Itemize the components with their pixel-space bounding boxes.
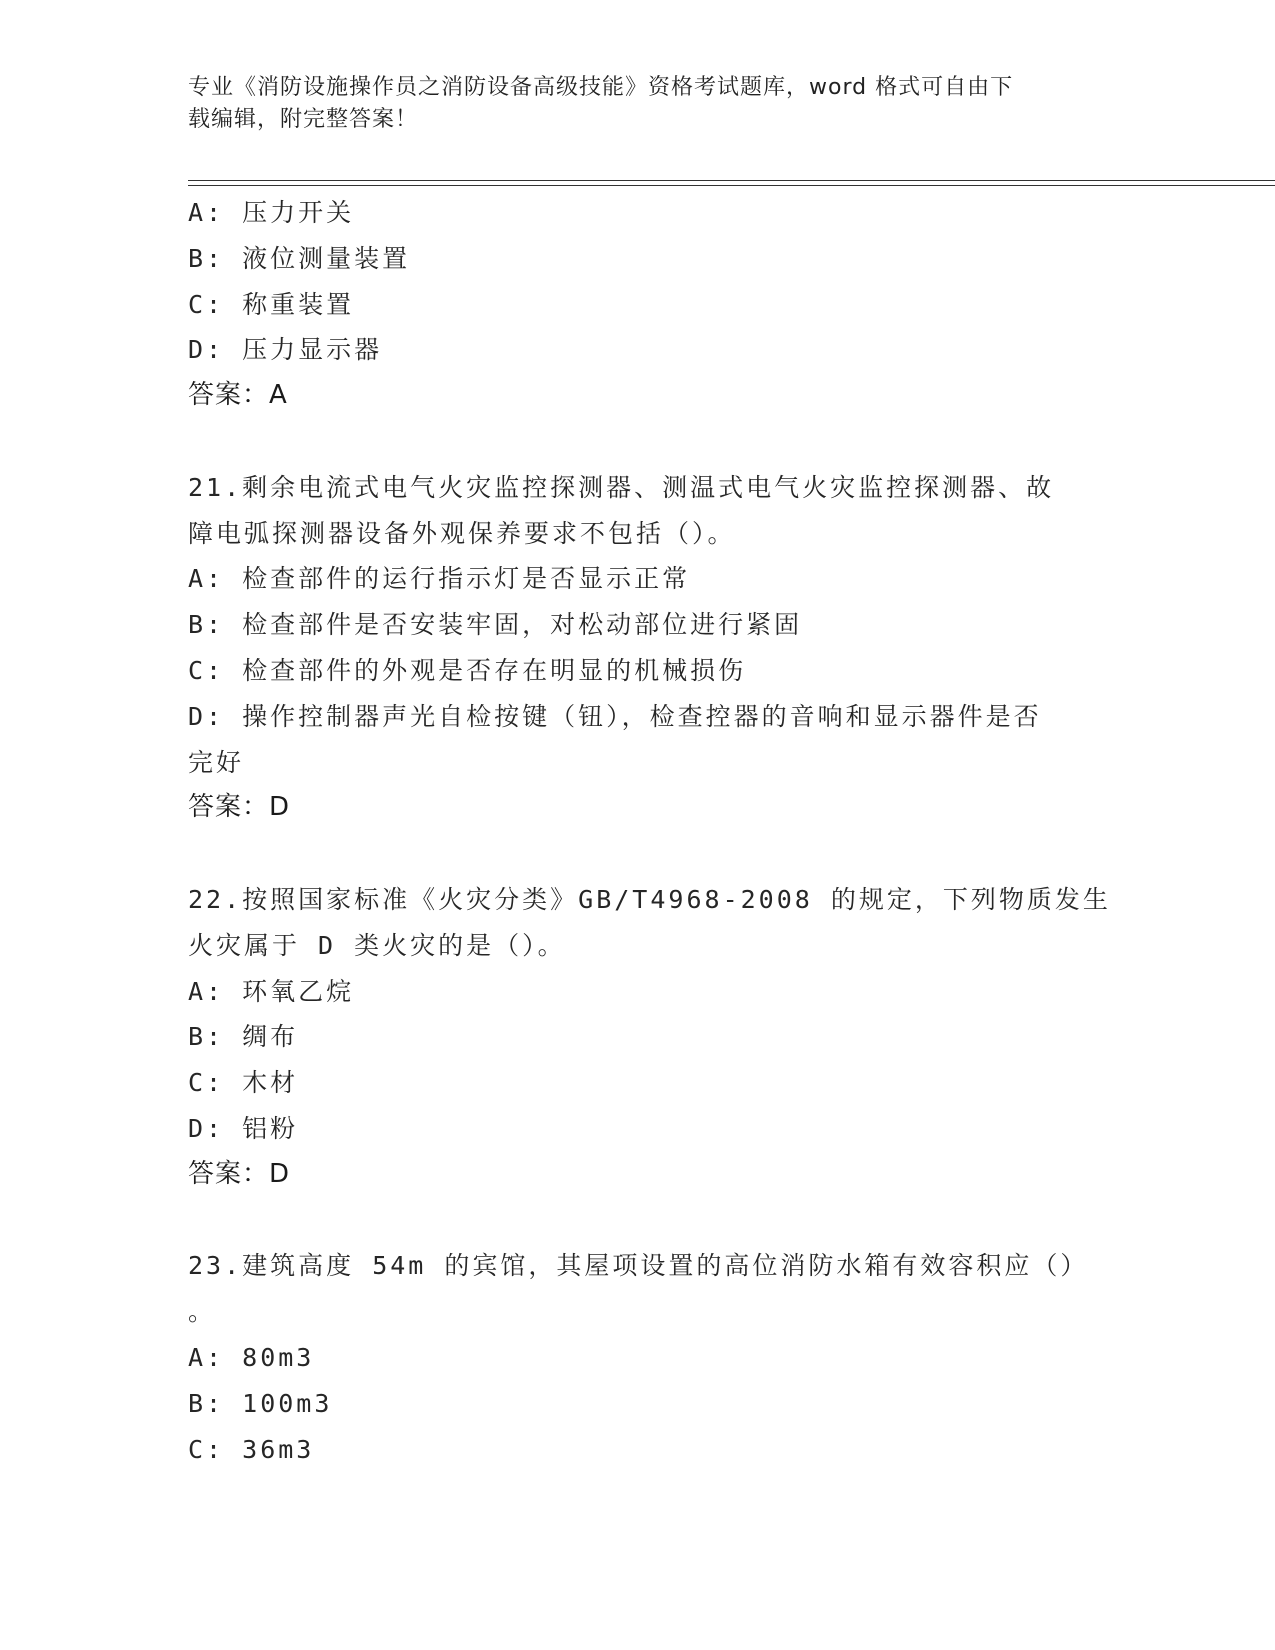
question-stem-line: 23.建筑高度 54m 的宾馆，其屋项设置的高位消防水箱有效容积应（） bbox=[188, 1251, 1089, 1281]
option-a: A: 环氧乙烷 bbox=[188, 976, 355, 1006]
option-d-continued: 完好 bbox=[188, 747, 245, 777]
option-c: C: 木材 bbox=[188, 1068, 299, 1098]
answer-line: 答案：D bbox=[188, 792, 291, 823]
option-b: B: 检查部件是否安装牢固，对松动部位进行紧固 bbox=[188, 610, 803, 640]
spacer bbox=[188, 419, 1088, 465]
header-line-2: 载编辑，附完整答案！ bbox=[188, 107, 419, 132]
option-b: B: 绸布 bbox=[188, 1022, 299, 1052]
header-divider-bottom bbox=[188, 185, 1275, 186]
option-d: D: 铝粉 bbox=[188, 1113, 299, 1143]
option-b: B: 液位测量装置 bbox=[188, 243, 411, 273]
header-divider-top bbox=[188, 180, 1275, 181]
question-stem-line: 障电弧探测器设备外观保养要求不包括（）。 bbox=[188, 518, 736, 548]
header-line-1: 专业《消防设施操作员之消防设备高级技能》资格考试题库，word 格式可自由下 bbox=[188, 75, 1014, 100]
option-c: C: 36m3 bbox=[188, 1434, 315, 1464]
question-stem-line: 火灾属于 D 类火灾的是（）。 bbox=[188, 930, 566, 960]
spacer bbox=[188, 831, 1088, 877]
option-d: D: 压力显示器 bbox=[188, 335, 383, 365]
option-b: B: 100m3 bbox=[188, 1388, 333, 1418]
question-20-tail bbox=[188, 190, 1088, 419]
document-header bbox=[188, 72, 1088, 136]
option-a: A: 压力开关 bbox=[188, 198, 355, 227]
question-stem-line: 。 bbox=[188, 1297, 217, 1327]
option-a: A: 检查部件的运行指示灯是否显示正常 bbox=[188, 564, 691, 594]
option-d: D: 操作控制器声光自检按键（钮），检查控器的音响和显示器件是否 bbox=[188, 701, 1042, 731]
answer-line: 答案：D bbox=[188, 1158, 291, 1189]
answer-line: 答案：A bbox=[188, 380, 288, 411]
question-stem-line: 21.剩余电流式电气火灾监控探测器、测温式电气火灾监控探测器、故 bbox=[188, 472, 1055, 502]
option-a: A: 80m3 bbox=[188, 1342, 315, 1372]
question-stem-line: 22.按照国家标准《火灾分类》GB/T4968-2008 的规定，下列物质发生 bbox=[188, 884, 1111, 914]
question-21 bbox=[188, 465, 1088, 831]
option-c: C: 检查部件的外观是否存在明显的机械损伤 bbox=[188, 655, 747, 685]
question-22 bbox=[188, 877, 1111, 1198]
option-c: C: 称重装置 bbox=[188, 289, 355, 319]
question-list bbox=[188, 190, 1111, 1472]
question-23 bbox=[188, 1243, 1088, 1472]
spacer bbox=[188, 1198, 1088, 1244]
